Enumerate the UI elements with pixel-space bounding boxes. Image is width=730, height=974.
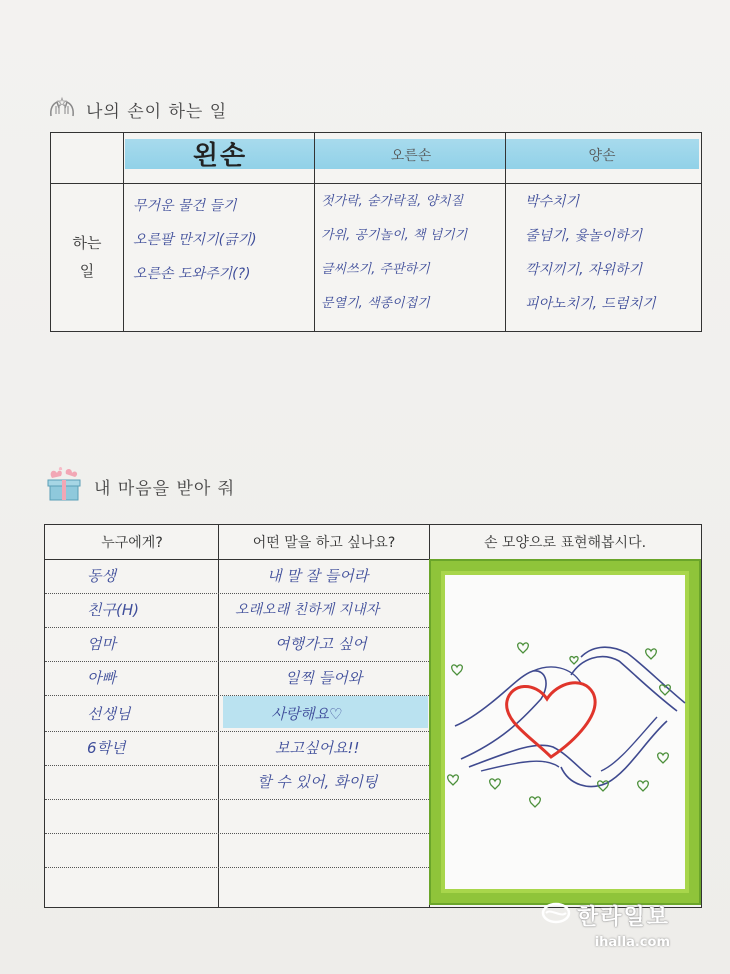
col-header-message: 어떤 말을 하고 싶나요? [252, 535, 396, 551]
section1-title [48, 96, 227, 123]
list-item: 글씨쓰기, 주판하기 [321, 262, 430, 277]
header-right-hand: 오른손 [390, 148, 432, 164]
header-both-hands: 양손 [588, 148, 616, 164]
section2-title [44, 464, 235, 509]
message: 내 말 잘 들어라 [267, 567, 369, 585]
hands-icon [48, 96, 76, 123]
side-label-line2: 일 [79, 262, 95, 280]
recipient: 엄마 [87, 635, 116, 653]
side-label [51, 229, 123, 285]
dotted-line [45, 867, 429, 868]
list-item: 줄넘기, 윷놀이하기 [525, 228, 643, 244]
watermark-site: ihalla.com [594, 935, 670, 950]
divider [429, 525, 430, 907]
section1-title-text: 나의 손이 하는 일 [86, 102, 228, 122]
message: 사랑해요♡ [271, 705, 343, 723]
watermark-logo-icon [541, 902, 571, 930]
message: 보고싶어요!! [275, 739, 360, 757]
both-hands-cell [525, 185, 656, 321]
list-item: 무거운 물건 들기 [133, 198, 237, 214]
dotted-line [45, 731, 429, 732]
header-left-hand: 왼손 [192, 141, 248, 171]
recipient: 동생 [87, 567, 116, 585]
section2-title-text: 내 마음을 받아 줘 [94, 479, 236, 499]
right-hand-cell [321, 185, 467, 321]
list-item: 가위, 공기놀이, 책 넘기기 [321, 228, 468, 243]
col-header-recipient: 누구에게? [101, 535, 163, 551]
list-item: 오른손 도와주기(?) [133, 266, 251, 282]
dotted-line [45, 661, 429, 662]
watermark-logo [541, 900, 670, 931]
left-hand-cell [133, 189, 257, 291]
recipient: 6학년 [87, 739, 126, 757]
list-item: 박수치기 [525, 194, 580, 210]
divider [314, 133, 315, 331]
divider [218, 525, 219, 907]
recipient: 선생님 [87, 705, 131, 723]
message: 여행가고 싶어 [275, 635, 367, 653]
dotted-line [45, 593, 429, 594]
table-header-row [51, 133, 701, 184]
watermark-name: 한라일보 [576, 905, 670, 930]
dotted-line [45, 833, 429, 834]
message-table [44, 524, 702, 908]
message: 할 수 있어, 화이팅 [257, 773, 378, 791]
side-label-line1: 하는 [72, 234, 102, 252]
hands-work-table [50, 132, 702, 332]
list-item: 오른팔 만지기(긁기) [133, 232, 257, 248]
list-item: 깍지끼기, 자위하기 [525, 262, 643, 278]
recipient: 친구(H) [87, 601, 139, 619]
dotted-line [45, 765, 429, 766]
list-item: 문열기, 색종이접기 [321, 296, 430, 311]
list-item: 젓가락, 숟가락질, 양치질 [321, 194, 464, 209]
dotted-line [45, 799, 429, 800]
divider [505, 133, 506, 331]
message: 오래오래 친하게 지내자 [235, 602, 380, 618]
list-item: 피아노치기, 드럼치기 [525, 296, 656, 312]
hand-heart-drawing [431, 561, 699, 903]
divider [123, 133, 124, 331]
message: 일찍 들어와 [285, 669, 363, 687]
hand-heart-illustration [441, 571, 689, 893]
dotted-line [45, 627, 429, 628]
gift-box-icon [44, 464, 84, 509]
watermark [541, 900, 670, 950]
table-header-row [45, 525, 701, 560]
col-header-hand-shape: 손 모양으로 표현해봅시다. [483, 535, 647, 551]
recipient: 아빠 [87, 669, 116, 687]
